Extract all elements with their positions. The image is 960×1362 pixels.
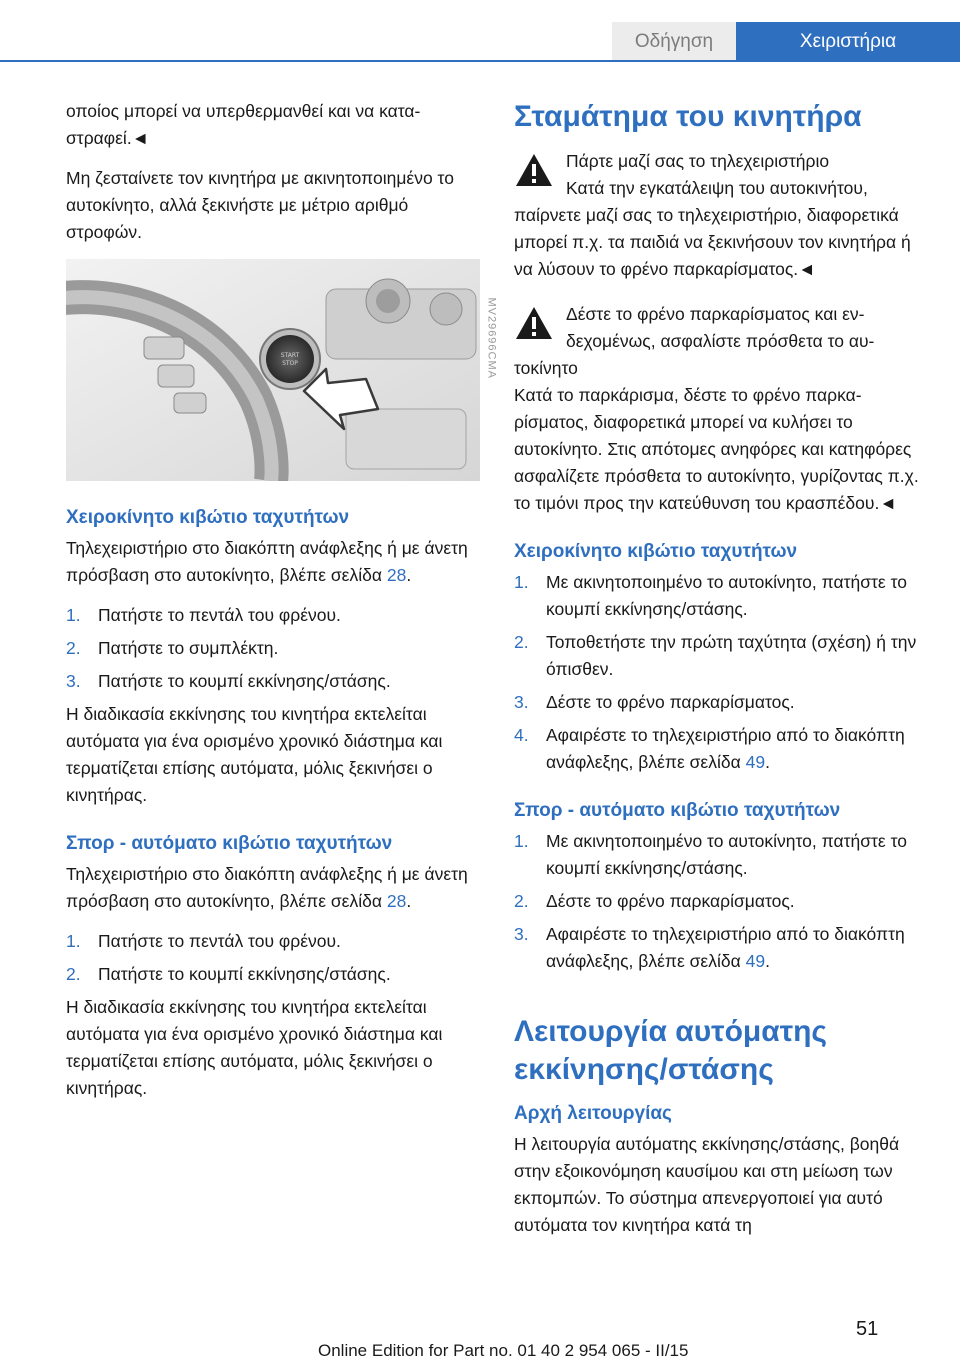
- section-heading: Σπορ - αυτόματο κιβώτιο ταχυτήτων: [66, 833, 393, 854]
- list-item: 2. Πατήστε το συμπλέκτη.: [66, 638, 279, 658]
- page-link[interactable]: 28: [386, 891, 407, 911]
- svg-text:START: START: [280, 352, 300, 359]
- list-item: 2. Δέστε το φρένο παρκαρίσματος.: [514, 891, 795, 911]
- warning-block: [514, 148, 926, 283]
- page-link[interactable]: 49: [745, 951, 766, 971]
- page-link[interactable]: 28: [386, 565, 407, 585]
- list-item: 4. Αφαιρέστε το τηλεχειριστήριο από το διακόπτη ανάφλεξης, βλέπε σελίδα 49.: [514, 725, 905, 772]
- paragraph: Η διαδικασία εκκίνησης του κινητήρα εκτελείται αυτόματα για ένα ορισμένο χρονικό διάστημα και τερματίζεται επίσης αυτόματα, μόλις ξεκινήσει ο κινητήρας.: [66, 704, 443, 805]
- list-item: 1. Με ακινητοποιημένο το αυτοκίνητο, πατήστε το κουμπί εκκίνησης/στάσης.: [514, 572, 907, 619]
- section-heading: Αρχή λειτουργίας: [514, 1103, 672, 1124]
- paragraph: Η λειτουργία αυτόματης εκκίνησης/στάσης, βοηθά στην εξοικονόμηση καυσίμου και στη μείωση των εκπομπών. Το σύστημα απενεργοποιεί για αυτό αυτόματα τον κινητήρα κατά τη: [514, 1134, 900, 1235]
- chapter-heading: Λειτουργία αυτόματης εκκίνησης/στάσης: [514, 1015, 828, 1086]
- list-item: 2. Τοποθετήστε την πρώτη ταχύτητα (σχέση) ή την όπισθεν.: [514, 632, 917, 679]
- list-item: 1. Πατήστε το πεντάλ του φρένου.: [66, 931, 341, 951]
- list-item: 1. Με ακινητοποιημένο το αυτοκίνητο, πατήστε το κουμπί εκκίνησης/στάσης.: [514, 831, 907, 878]
- left-column: [66, 98, 498, 1115]
- edition-footer: Online Edition for Part no. 01 40 2 954 065 - II/15: [318, 1341, 689, 1360]
- warning-block: [514, 301, 926, 517]
- header-rule: [0, 60, 960, 62]
- start-button-photo: [66, 259, 498, 481]
- tab-chapter: Οδήγηση: [612, 22, 736, 60]
- image-code: MV29696CMA: [486, 297, 498, 379]
- list-item: 1. Πατήστε το πεντάλ του φρένου.: [66, 605, 341, 625]
- steps-list: [514, 569, 926, 776]
- page-link[interactable]: 49: [745, 752, 766, 772]
- warning-title: Πάρτε μαζί σας το τηλεχειριστήριο: [566, 151, 830, 171]
- warning-icon: [514, 305, 554, 341]
- chapter-heading: Σταμάτημα του κινητήρα: [514, 100, 862, 133]
- paragraph: Τηλεχειριστήριο στο διακόπτη ανάφλεξης ή με άνετη πρόσβαση στο αυτοκίνητο, βλέπε σελίδα 28.: [66, 538, 468, 585]
- warning-title: Δέστε το φρένο παρκαρίσματος και ενδεχομένως, ασφαλίστε πρόσθετα το αυτοκίνητο: [514, 304, 875, 378]
- tab-section: Χειριστήρια: [736, 22, 960, 60]
- paragraph: Τηλεχειριστήριο στο διακόπτη ανάφλεξης ή με άνετη πρόσβαση στο αυτοκίνητο, βλέπε σελίδα 28.: [66, 864, 468, 911]
- paragraph: οποίος μπορεί να υπερθερμανθεί και να καταστραφεί.◄: [66, 101, 421, 148]
- list-item: 3. Πατήστε το κουμπί εκκίνησης/στάσης.: [66, 671, 391, 691]
- warning-text: Κατά την εγκατάλειψη του αυτοκινήτου, παίρνετε μαζί σας το τηλεχειριστήριο, διαφορετικά μπορεί π.χ. τα παιδιά να ξεκινήσουν τον κινητήρα ή να λύσουν το φρένο παρκαρίσματος.◄: [514, 178, 911, 279]
- paragraph: Η διαδικασία εκκίνησης του κινητήρα εκτελείται αυτόματα για ένα ορισμένο χρονικό διάστημα και τερματίζεται επίσης αυτόματα, μόλις ξεκινήσει ο κινητήρας.: [66, 997, 443, 1098]
- right-column: [514, 98, 926, 1252]
- steps-list: [66, 602, 478, 695]
- section-heading: Χειροκίνητο κιβώτιο ταχυτήτων: [514, 541, 798, 562]
- steps-list: [66, 928, 478, 988]
- svg-text:STOP: STOP: [282, 360, 298, 367]
- warning-text: Κατά το παρκάρισμα, δέστε το φρένο παρκαρίσματος, διαφορετικά μπορεί να κυλήσει το αυτοκίνητο. Στις απότομες ανηφόρες και κατηφόρες ασφαλίζετε πρόσθετα το αυτοκίνητο, γυρίζοντας π.χ. το τιμόνι προς την κατεύθυνση του κρασπέδου.◄: [514, 385, 919, 513]
- section-heading: Χειροκίνητο κιβώτιο ταχυτήτων: [66, 507, 350, 528]
- list-item: 3. Αφαιρέστε το τηλεχειριστήριο από το διακόπτη ανάφλεξης, βλέπε σελίδα 49.: [514, 924, 905, 971]
- warning-icon: [514, 152, 554, 188]
- steps-list: [514, 828, 926, 975]
- list-item: 2. Πατήστε το κουμπί εκκίνησης/στάσης.: [66, 964, 391, 984]
- section-heading: Σπορ - αυτόματο κιβώτιο ταχυτήτων: [514, 800, 841, 821]
- paragraph: Μη ζεσταίνετε τον κινητήρα με ακινητοποιημένο το αυτοκίνητο, αλλά ξεκινήστε με μέτριο αριθμό στροφών.: [66, 168, 454, 242]
- page-number: 51: [856, 1318, 879, 1340]
- list-item: 3. Δέστε το φρένο παρκαρίσματος.: [514, 692, 795, 712]
- start-button-illustration: [66, 259, 480, 481]
